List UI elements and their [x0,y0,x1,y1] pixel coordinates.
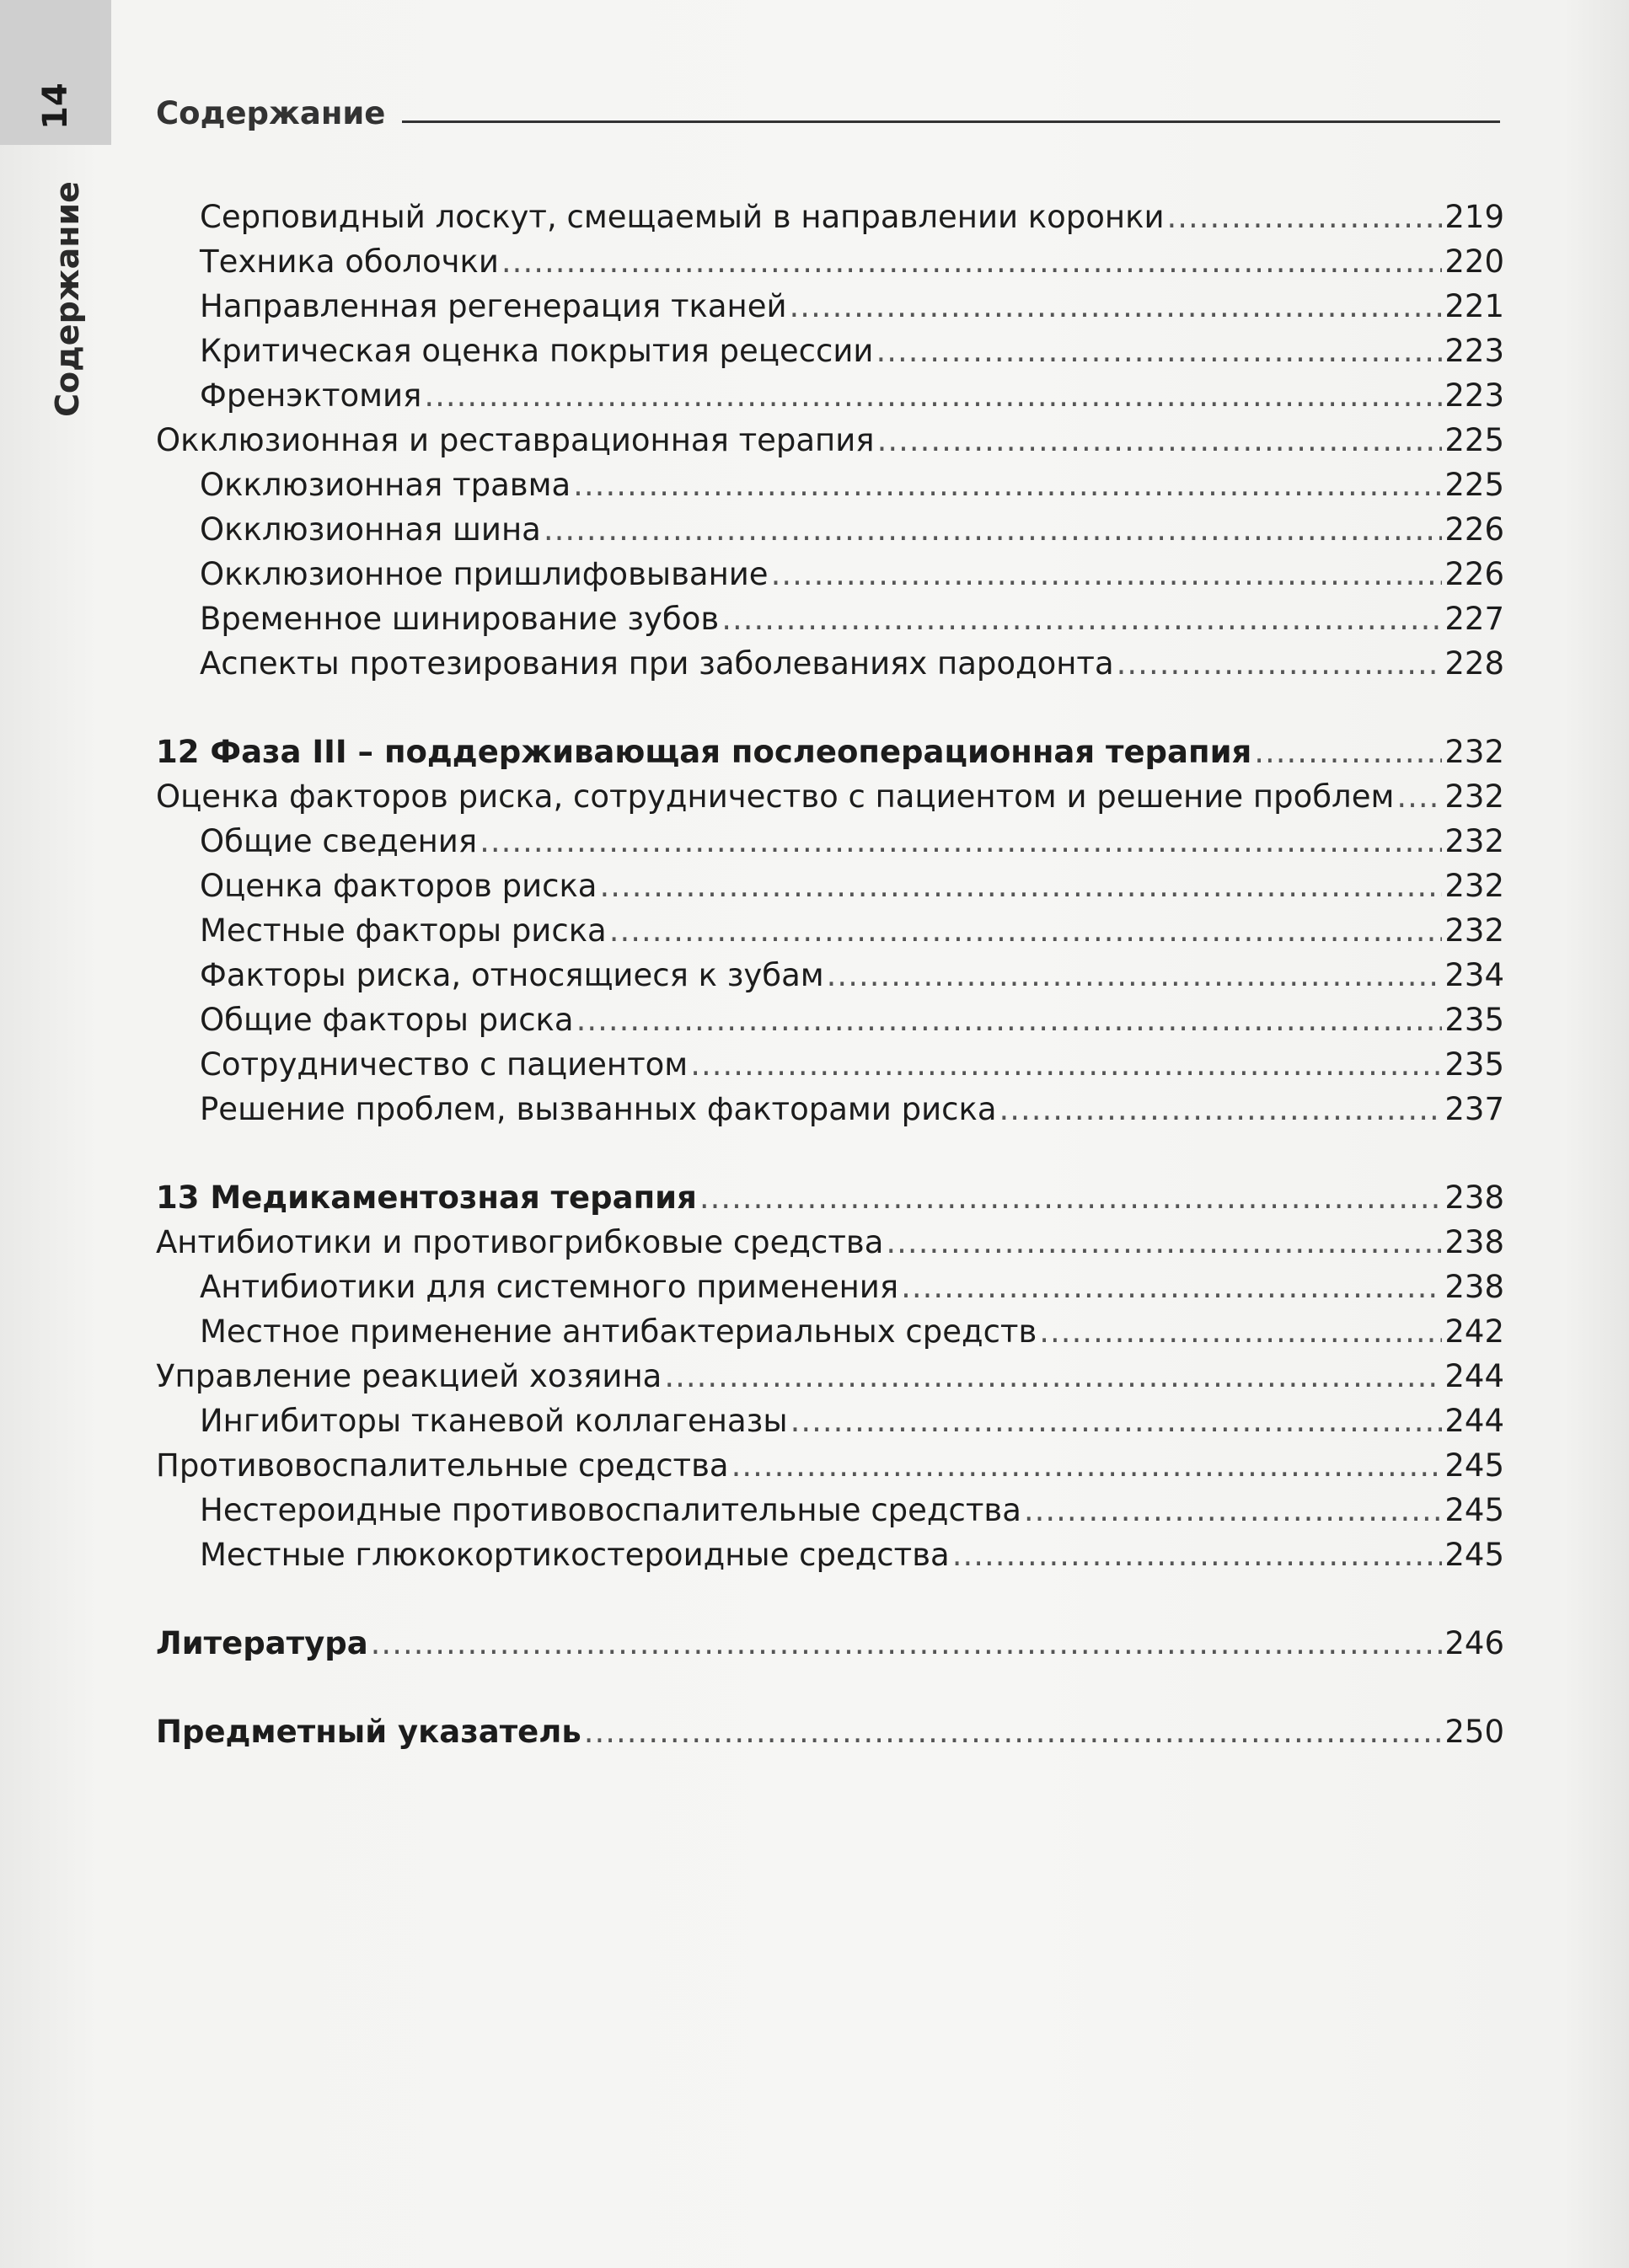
dot-leader [573,463,1442,507]
toc-entry-page: 232 [1444,823,1504,859]
dot-leader [1396,774,1442,819]
toc-entry [156,284,1504,329]
toc-entry-page: 235 [1444,1002,1504,1038]
dot-leader [664,1354,1442,1399]
toc-entry [156,1309,1504,1354]
toc-section-title: Оценка факторов риска, сотрудничество с пациентом и решение проблем [156,778,1395,815]
toc-entry [156,195,1504,239]
toc-entry [156,819,1504,864]
toc-entry [156,998,1504,1042]
dot-leader [1039,1309,1442,1354]
toc-section [156,774,1504,819]
toc-chapter [156,1175,1504,1220]
toc-entry-title: Окклюзионная травма [200,467,571,503]
toc-entry-page: 245 [1444,1492,1504,1528]
toc-chapter-page: 246 [1444,1625,1504,1661]
toc-section-page: 244 [1444,1358,1504,1394]
toc-entry-title: Местные глюкокортикостероидные средства [200,1537,950,1573]
dot-leader [731,1443,1443,1488]
toc-entry-page: 238 [1444,1269,1504,1305]
toc-section-title: Окклюзионная и реставрационная терапия [156,422,875,458]
toc-entry-page: 245 [1444,1537,1504,1573]
dot-leader [699,1175,1443,1220]
toc-entry [156,329,1504,373]
toc-entry-title: Аспекты протезирования при заболеваниях пародонта [200,645,1114,682]
toc-group [156,195,1504,686]
toc-chapter [156,1709,1504,1754]
toc-chapter-title: Литература [156,1625,368,1661]
toc-entry-title: Местные факторы риска [200,912,607,949]
toc-entry [156,1265,1504,1309]
toc-entry-page: 219 [1444,199,1504,235]
toc-section [156,1220,1504,1265]
dot-leader [584,1709,1443,1754]
toc-chapter-page: 238 [1444,1179,1504,1216]
dot-leader [1024,1488,1442,1533]
dot-leader [544,507,1443,552]
toc-entry [156,1399,1504,1443]
toc-entry [156,596,1504,641]
toc-entry-title: Общие сведения [200,823,478,859]
dot-leader [424,373,1442,418]
dot-leader [952,1533,1443,1577]
toc-section-page: 225 [1444,422,1504,458]
toc-entry-page: 228 [1444,645,1504,682]
toc-entry-title: Решение проблем, вызванных факторами риска [200,1091,997,1127]
dot-leader [371,1621,1443,1666]
dot-leader [771,552,1443,596]
dot-leader [901,1265,1442,1309]
toc-group [156,1709,1504,1754]
toc-entry-page: 244 [1444,1403,1504,1439]
toc-chapter-title: 13 Медикаментозная терапия [156,1179,697,1216]
toc-entry-title: Окклюзионное пришлифовывание [200,556,769,592]
toc-entry-page: 221 [1444,288,1504,324]
toc-entry-title: Окклюзионная шина [200,511,541,548]
dot-leader [501,239,1442,284]
page-number-tab [0,0,111,145]
toc-section-page: 238 [1444,1224,1504,1260]
toc-section-page: 245 [1444,1447,1504,1484]
toc-entry-page: 225 [1444,467,1504,503]
running-header-title: Содержание [156,95,386,131]
toc-entry [156,1087,1504,1131]
toc-entry-title: Общие факторы риска [200,1002,574,1038]
side-section-title: Содержание [49,181,86,417]
toc-entry-page: 242 [1444,1313,1504,1350]
toc-entry [156,239,1504,284]
toc-chapter-title: 12 Фаза III – поддерживающая послеоперационная терапия [156,734,1252,770]
dot-leader [609,908,1443,953]
dot-leader [1117,641,1443,686]
toc-section-title: Антибиотики и противогрибковые средства [156,1224,884,1260]
dot-leader [999,1087,1443,1131]
toc-entry-page: 223 [1444,333,1504,369]
toc-chapter-page: 232 [1444,734,1504,770]
dot-leader [876,329,1442,373]
toc-entry [156,641,1504,686]
toc-section [156,1354,1504,1399]
dot-leader [599,864,1442,908]
toc-entry-page: 234 [1444,957,1504,993]
toc-chapter [156,1621,1504,1666]
toc-entry-page: 237 [1444,1091,1504,1127]
toc-entry-page: 232 [1444,912,1504,949]
dot-leader [576,998,1443,1042]
toc-entry-title: Серповидный лоскут, смещаемый в направлении коронки [200,199,1165,235]
toc-entry-title: Френэктомия [200,377,422,414]
dot-leader [877,418,1443,463]
dot-leader [790,1399,1443,1443]
dot-leader [1167,195,1443,239]
toc-entry-title: Сотрудничество с пациентом [200,1046,689,1083]
toc-entry-title: Временное шинирование зубов [200,601,720,637]
toc-entry-title: Направленная регенерация тканей [200,288,787,324]
toc-entry-title: Ингибиторы тканевой коллагеназы [200,1403,788,1439]
toc-section-title: Управление реакцией хозяина [156,1358,662,1394]
toc-entry-title: Антибиотики для системного применения [200,1269,899,1305]
dot-leader [721,596,1442,641]
toc-chapter-title: Предметный указатель [156,1714,581,1750]
toc-section [156,1443,1504,1488]
toc-group [156,730,1504,1131]
dot-leader [1254,730,1442,774]
toc-entry-title: Факторы риска, относящиеся к зубам [200,957,824,993]
header-rule [402,120,1500,123]
toc-group [156,1175,1504,1577]
toc-entry [156,463,1504,507]
toc-section [156,418,1504,463]
toc-entry-page: 235 [1444,1046,1504,1083]
toc-entry [156,908,1504,953]
toc-entry [156,1488,1504,1533]
dot-leader [886,1220,1442,1265]
toc-chapter [156,730,1504,774]
toc-section-page: 232 [1444,778,1504,815]
toc-entry [156,373,1504,418]
toc-entry-title: Местное применение антибактериальных средств [200,1313,1037,1350]
dot-leader [827,953,1443,998]
dot-leader [690,1042,1442,1087]
table-of-contents [156,195,1504,1798]
toc-entry [156,953,1504,998]
dot-leader [790,284,1443,329]
toc-entry [156,507,1504,552]
toc-entry [156,552,1504,596]
toc-group [156,1621,1504,1666]
toc-entry-page: 226 [1444,556,1504,592]
toc-entry-page: 226 [1444,511,1504,548]
toc-entry-title: Техника оболочки [200,243,499,280]
toc-entry-title: Нестероидные противовоспалительные средства [200,1492,1021,1528]
toc-section-title: Противовоспалительные средства [156,1447,729,1484]
toc-entry-page: 220 [1444,243,1504,280]
toc-entry [156,864,1504,908]
toc-entry [156,1042,1504,1087]
toc-entry-page: 232 [1444,868,1504,904]
dot-leader [480,819,1442,864]
running-header [156,89,1500,131]
toc-entry-title: Критическая оценка покрытия рецессии [200,333,874,369]
toc-entry-page: 227 [1444,601,1504,637]
toc-entry-title: Оценка факторов риска [200,868,597,904]
toc-entry-page: 223 [1444,377,1504,414]
toc-entry [156,1533,1504,1577]
page-number: 14 [36,83,75,130]
toc-chapter-page: 250 [1444,1714,1504,1750]
